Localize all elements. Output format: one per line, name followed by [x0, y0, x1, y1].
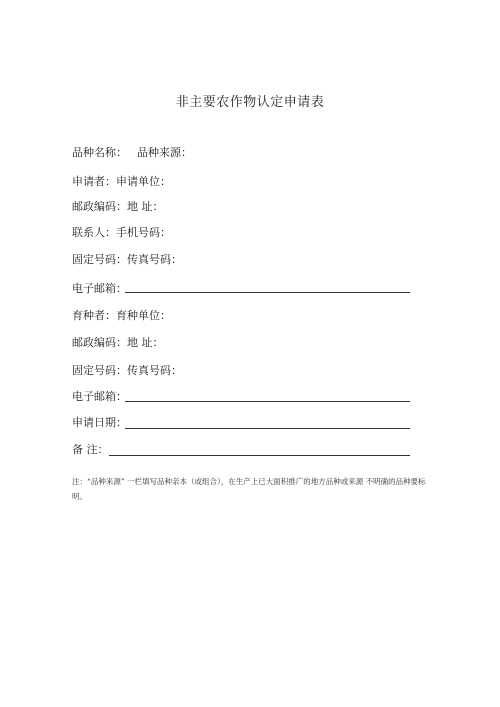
- breeder-address-row: [72, 336, 164, 350]
- contact-row: [72, 226, 171, 240]
- phone-label: 固定号码：: [72, 253, 127, 266]
- remarks-line[interactable]: [109, 455, 410, 456]
- fax-label: 传真号码：: [127, 253, 182, 266]
- email-label: 电子邮箱：: [72, 390, 127, 403]
- applicant-email-line[interactable]: [125, 292, 410, 293]
- breeder-email-row: [72, 390, 127, 404]
- contact-label: 联系人：: [72, 226, 116, 239]
- apply-date-label: 申请日期：: [72, 416, 127, 429]
- variety-row: [72, 146, 192, 160]
- applicant-address-row: [72, 200, 164, 214]
- applicant-unit-label: 申请单位：: [116, 175, 171, 188]
- form-title: 非主要农作物认定申请表: [175, 95, 325, 110]
- phone-label: 固定号码：: [72, 364, 127, 377]
- applicant-label: 申请者：: [72, 175, 116, 188]
- applicant-email-row: [72, 282, 127, 296]
- breeder-email-line[interactable]: [125, 401, 410, 402]
- postal-code-label: 邮政编码：: [72, 336, 127, 349]
- footnote: 注：“品种来源” 一栏填写品种亲本（或组合），在生产上已大面积推广的地方品种或来源 不明确的品种要标明。: [72, 477, 426, 501]
- postal-code-label: 邮政编码：: [72, 200, 127, 213]
- breeder-label: 育种者：: [72, 309, 116, 322]
- apply-date-line[interactable]: [125, 428, 410, 429]
- address-label: 地 址：: [127, 336, 164, 349]
- variety-name-label: 品种名称：: [72, 146, 127, 159]
- breeder-unit-label: 育种单位：: [116, 309, 171, 322]
- email-label: 电子邮箱：: [72, 282, 127, 295]
- variety-source-label: 品种来源：: [137, 146, 192, 159]
- applicant-phone-row: [72, 253, 182, 267]
- apply-date-row: [72, 416, 127, 430]
- breeder-row: [72, 309, 171, 323]
- mobile-label: 手机号码：: [116, 226, 171, 239]
- address-label: 地 址：: [127, 200, 164, 213]
- remarks-label: 备 注：: [72, 443, 109, 456]
- breeder-phone-row: [72, 364, 182, 378]
- fax-label: 传真号码：: [127, 364, 182, 377]
- remarks-row: [72, 443, 109, 457]
- applicant-row: [72, 175, 171, 189]
